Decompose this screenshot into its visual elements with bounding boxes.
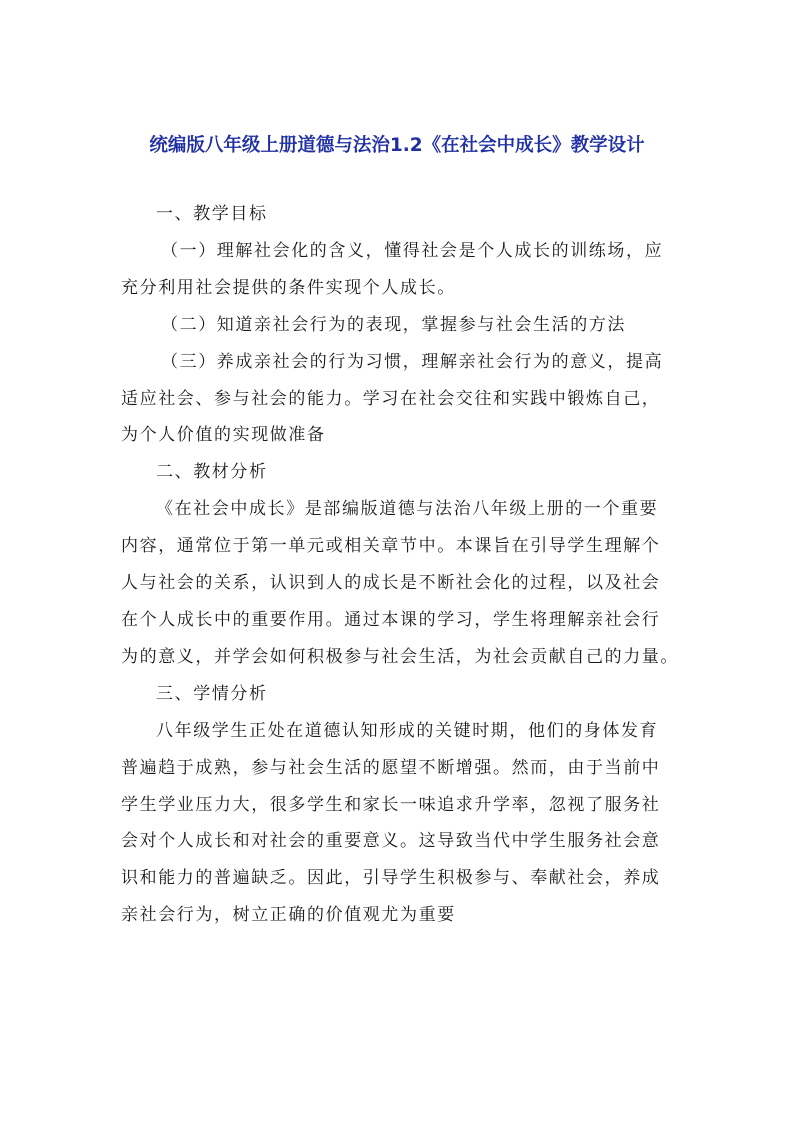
paragraph-line: 亲社会行为，树立正确的价值观尤为重要	[121, 905, 456, 926]
paragraph-line: 内容，通常位于第一单元或相关章节中。本课旨在引导学生理解个	[121, 536, 661, 557]
paragraph-line: 人与社会的关系，认识到人的成长是不断社会化的过程，以及社会	[121, 573, 661, 594]
paragraph-line: 八年级学生正处在道德认知形成的关键时期，他们的身体发育	[156, 720, 659, 741]
paragraph-line: 为个人价值的实现做准备	[121, 425, 326, 446]
paragraph-line: 会对个人成长和对社会的重要意义。这导致当代中学生服务社会意	[121, 831, 661, 852]
section-heading-students: 三、学情分析	[156, 683, 268, 704]
paragraph-line: 充分利用社会提供的条件实现个人成长。	[121, 277, 456, 298]
paragraph-line: 为的意义，并学会如何积极参与社会生活，为社会贡献自己的力量。	[121, 646, 679, 667]
paragraph-line: 适应社会、参与社会的能力。学习在社会交往和实践中锻炼自己，	[121, 388, 661, 409]
paragraph-line: 识和能力的普遍缺乏。因此，引导学生积极参与、奉献社会，养成	[121, 868, 661, 889]
paragraph-line: 普遍趋于成熟，参与社会生活的愿望不断增强。然而，由于当前中	[121, 757, 661, 778]
paragraph-line: 《在社会中成长》是部编版道德与法治八年级上册的一个重要	[156, 499, 659, 520]
section-heading-materials: 二、教材分析	[156, 462, 268, 483]
document-body	[121, 196, 686, 934]
paragraph-line: 学生学业压力大，很多学生和家长一味追求升学率，忽视了服务社	[121, 794, 661, 815]
paragraph-line: （一）理解社会化的含义，懂得社会是个人成长的训练场，应	[161, 240, 664, 261]
paragraph-line: （三）养成亲社会的行为习惯，理解亲社会行为的意义，提高	[161, 351, 664, 372]
section-heading-objectives: 一、教学目标	[156, 204, 268, 224]
document-title: 统编版八年级上册道德与法治1.2《在社会中成长》教学设计	[149, 135, 645, 156]
paragraph-line: （二）知道亲社会行为的表现，掌握参与社会生活的方法	[161, 314, 626, 335]
paragraph-line: 在个人成长中的重要作用。通过本课的学习，学生将理解亲社会行	[121, 609, 661, 630]
